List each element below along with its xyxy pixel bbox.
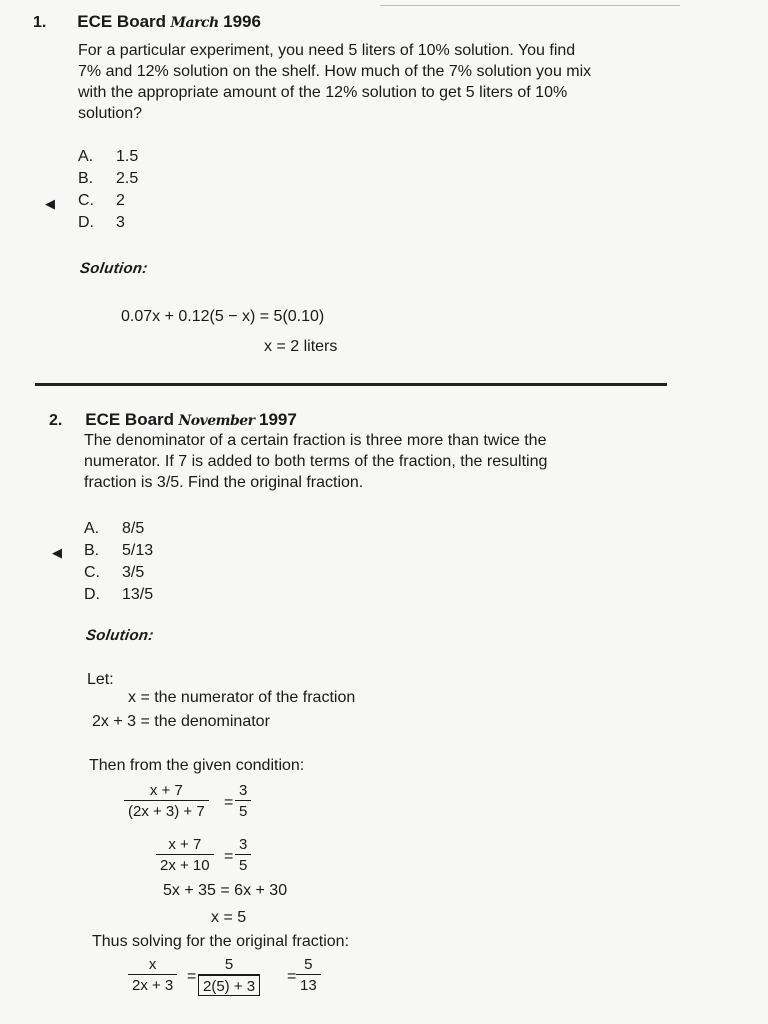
equals-sign: = bbox=[187, 968, 197, 985]
denominator: 2(5) + 3 bbox=[198, 975, 260, 996]
top-divider bbox=[380, 5, 680, 6]
q2-fraction-1-right bbox=[235, 782, 251, 820]
choice-value: 2 bbox=[116, 192, 125, 209]
q2-fraction-3-left bbox=[128, 956, 177, 994]
choice-value: 2.5 bbox=[116, 170, 139, 187]
choice-value: 5/13 bbox=[122, 542, 154, 559]
q2-fraction-2-right bbox=[235, 836, 251, 874]
choice-value: 1.5 bbox=[116, 148, 139, 165]
q1-number: 1. bbox=[33, 14, 47, 31]
choice-value: 13/5 bbox=[122, 586, 154, 603]
q1-line-4: solution? bbox=[78, 105, 143, 122]
q2-question bbox=[84, 430, 668, 493]
q2-thus-text: Thus solving for the original fraction: bbox=[92, 933, 350, 950]
q1-choice-c bbox=[78, 192, 125, 210]
numerator: x + 7 bbox=[168, 836, 202, 853]
q1-solution-label: Solution: bbox=[78, 260, 149, 277]
numerator: x + 7 bbox=[149, 782, 183, 799]
q2-fraction-3-right bbox=[296, 956, 321, 994]
q2-choice-a bbox=[84, 520, 144, 538]
q2-equation-3: 5x + 35 = 6x + 30 bbox=[163, 882, 288, 899]
q2-solution-label: Solution: bbox=[84, 627, 155, 644]
q2-let-x: x = the numerator of the fraction bbox=[128, 689, 356, 706]
denominator: (2x + 3) + 7 bbox=[128, 803, 205, 820]
choice-value: 3/5 bbox=[122, 564, 145, 581]
choice-letter: B. bbox=[78, 170, 94, 187]
choice-letter: B. bbox=[84, 542, 100, 559]
denominator: 5 bbox=[239, 857, 248, 874]
numerator: 3 bbox=[239, 782, 248, 799]
q1-choice-b bbox=[78, 170, 138, 188]
q2-fraction-3-middle bbox=[198, 956, 260, 996]
q1-year: 1996 bbox=[223, 12, 261, 31]
choice-value: 3 bbox=[116, 214, 125, 231]
answer-arrow-icon: ◀ bbox=[52, 545, 62, 560]
denominator: 2x + 10 bbox=[160, 857, 210, 874]
denominator: 5 bbox=[239, 803, 248, 820]
choice-value: 8/5 bbox=[122, 520, 145, 537]
q2-fraction-2-left bbox=[156, 836, 214, 874]
numerator: 3 bbox=[239, 836, 248, 853]
q2-equation-4: x = 5 bbox=[211, 909, 247, 926]
q2-year: 1997 bbox=[259, 410, 297, 429]
q1-header bbox=[33, 12, 261, 32]
equals-sign: = bbox=[224, 794, 234, 811]
answer-arrow-icon: ◀ bbox=[45, 196, 55, 211]
section-divider bbox=[35, 383, 667, 386]
denominator: 2x + 3 bbox=[132, 977, 174, 994]
q2-choice-c bbox=[84, 564, 144, 582]
q1-equation-1: 0.07x + 0.12(5 − x) = 5(0.10) bbox=[121, 308, 325, 325]
q2-choice-d bbox=[84, 586, 153, 604]
q2-condition-text: Then from the given condition: bbox=[89, 757, 305, 774]
choice-letter: C. bbox=[78, 192, 94, 209]
choice-letter: A. bbox=[78, 148, 94, 165]
equals-sign: = bbox=[287, 968, 297, 985]
choice-letter: C. bbox=[84, 564, 100, 581]
q1-line-2: 7% and 12% solution on the shelf. How much of the 7% solution you mix bbox=[78, 63, 592, 80]
q2-month: November bbox=[178, 413, 255, 429]
q2-fraction-1-left bbox=[124, 782, 209, 820]
q2-let-label: Let: bbox=[87, 671, 114, 688]
choice-letter: D. bbox=[78, 214, 94, 231]
numerator: 5 bbox=[224, 956, 234, 973]
q2-line-2: numerator. If 7 is added to both terms of the fraction, the resulting bbox=[84, 453, 548, 470]
denominator: 13 bbox=[300, 977, 317, 994]
q1-question bbox=[78, 40, 674, 124]
q2-number: 2. bbox=[49, 412, 63, 429]
q2-let-denominator: 2x + 3 = the denominator bbox=[92, 713, 270, 730]
q2-line-1: The denominator of a certain fraction is three more than twice the bbox=[84, 432, 547, 449]
choice-letter: A. bbox=[84, 520, 100, 537]
numerator: 5 bbox=[304, 956, 313, 973]
q1-month: March bbox=[170, 15, 219, 31]
q1-board: ECE Board bbox=[77, 12, 167, 31]
q2-line-3: fraction is 3/5. Find the original fraction. bbox=[84, 474, 364, 491]
q1-choice-d bbox=[78, 214, 125, 232]
choice-letter: D. bbox=[84, 586, 100, 603]
q1-equation-2: x = 2 liters bbox=[264, 338, 338, 355]
q1-choice-a bbox=[78, 148, 138, 166]
q2-header bbox=[49, 410, 297, 430]
q2-board: ECE Board bbox=[85, 410, 175, 429]
q1-line-1: For a particular experiment, you need 5 liters of 10% solution. You find bbox=[78, 42, 576, 59]
q2-choice-b bbox=[84, 542, 153, 560]
q1-line-3: with the appropriate amount of the 12% solution to get 5 liters of 10% bbox=[78, 84, 568, 101]
equals-sign: = bbox=[224, 848, 234, 865]
numerator: x bbox=[148, 956, 157, 973]
